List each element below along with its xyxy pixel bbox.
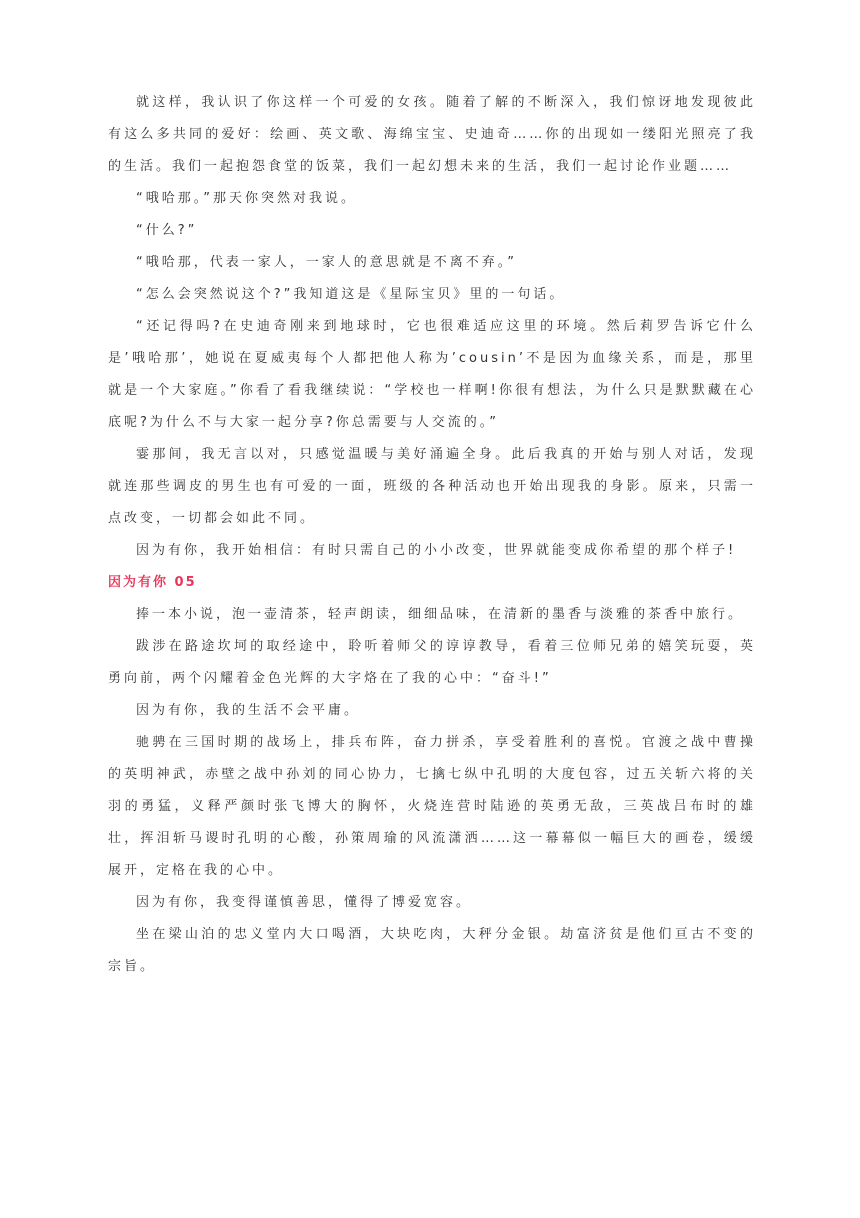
paragraph: “还记得吗?在史迪奇刚来到地球时，它也很难适应这里的环境。然后莉罗告诉它什么是’哦哈那’，她说在夏威夷每个人都把他人称为’cousin’不是因为血缘关系，而是，那里就是一个大家庭。”你看了看我继续说：“学校也一样啊!你很有想法，为什么只是默默藏在心底呢?为什么不与大家一起分享?你总需要与人交流的。” [108,319,756,430]
paragraph: 坐在梁山泊的忠义堂内大口喝酒，大块吃肉，大秤分金银。劫富济贫是他们亘古不变的宗旨。 [108,927,756,974]
paragraph: 因为有你，我变得谨慎善思，懂得了博爱宽容。 [136,895,473,910]
paragraph: “怎么会突然说这个?”我知道这是《星际宝贝》里的一句话。 [136,287,566,302]
paragraph: “哦哈那，代表一家人，一家人的意思就是不离不弃。” [136,255,517,270]
paragraph: 驰骋在三国时期的战场上，排兵布阵，奋力拼杀，享受着胜利的喜悦。官渡之战中曹操的英明神武，赤壁之战中孙刘的同心协力，七擒七纵中孔明的大度包容，过五关斩六将的关羽的勇猛，义释严颜时张飞博大的胸怀，火烧连营时陆逊的英勇无敌，三英战吕布时的雄壮，挥泪斩马谡时孔明的心酸，孙策周瑜的风流潇洒……这一幕幕似一幅巨大的画卷，缓缓展开，定格在我的心中。 [108,735,756,878]
document-body [108,87,756,983]
paragraph: 跋涉在路途坎坷的取经途中，聆听着师父的谆谆教导，看着三位师兄弟的嬉笑玩耍，英勇向前，两个闪耀着金色光辉的大字烙在了我的心中：“奋斗!” [108,639,756,686]
section-heading: 因为有你 05 [108,575,197,590]
paragraph: “哦哈那。”那天你突然对我说。 [136,191,357,206]
paragraph: 因为有你，我开始相信：有时只需自己的小小改变，世界就能变成你希望的那个样子! [136,543,737,558]
paragraph: 就这样，我认识了你这样一个可爱的女孩。随着了解的不断深入，我们惊讶地发现彼此有这么多共同的爱好：绘画、英文歌、海绵宝宝、史迪奇……你的出现如一缕阳光照亮了我的生活。我们一起抱怨食堂的饭菜，我们一起幻想未来的生活，我们一起讨论作业题…… [108,95,756,174]
paragraph: 霎那间，我无言以对，只感觉温暖与美好涌遍全身。此后我真的开始与别人对话，发现就连那些调皮的男生也有可爱的一面，班级的各种活动也开始出现我的身影。原来，只需一点改变，一切都会如此不同。 [108,447,756,526]
paragraph: 因为有你，我的生活不会平庸。 [136,703,361,718]
paragraph: 捧一本小说，泡一壶清茶，轻声朗读，细细品味，在清新的墨香与淡雅的茶香中旅行。 [136,607,745,622]
paragraph: “什么?” [136,223,198,238]
